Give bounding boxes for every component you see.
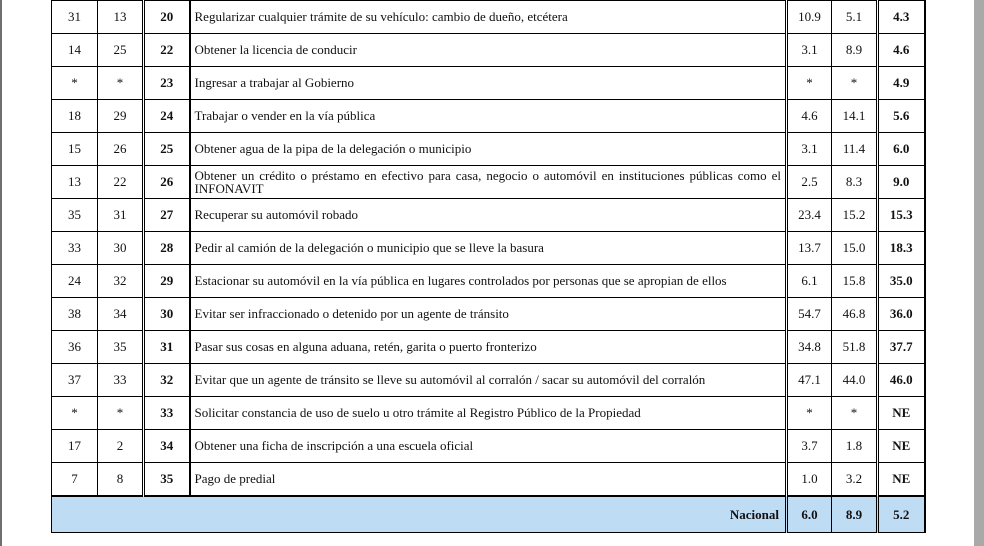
row-col-2: 13 xyxy=(98,1,144,34)
row-value-2: * xyxy=(832,67,878,100)
row-col-1: 15 xyxy=(52,133,98,166)
row-description: Evitar ser infraccionado o detenido por un agente de tránsito xyxy=(190,298,787,331)
table-row xyxy=(52,397,925,430)
row-value-2: 11.4 xyxy=(832,133,878,166)
row-description: Obtener una ficha de inscripción a una escuela oficial xyxy=(190,430,787,463)
row-rank: 31 xyxy=(144,331,190,364)
row-value-1: 3.7 xyxy=(787,430,832,463)
row-value-2: 15.0 xyxy=(832,232,878,265)
total-value-3: 5.2 xyxy=(878,496,925,533)
row-description: Regularizar cualquier trámite de su vehículo: cambio de dueño, etcétera xyxy=(190,1,787,34)
row-col-2: 33 xyxy=(98,364,144,397)
row-value-3: 15.3 xyxy=(878,199,925,232)
row-value-1: 3.1 xyxy=(787,34,832,67)
row-value-1: 54.7 xyxy=(787,298,832,331)
row-value-1: 2.5 xyxy=(787,166,832,199)
row-col-1: 14 xyxy=(52,34,98,67)
row-col-2: * xyxy=(98,397,144,430)
total-value-2: 8.9 xyxy=(832,496,878,533)
row-col-2: 25 xyxy=(98,34,144,67)
row-value-2: * xyxy=(832,397,878,430)
row-value-2: 3.2 xyxy=(832,463,878,497)
row-value-1: 1.0 xyxy=(787,463,832,497)
row-col-1: 37 xyxy=(52,364,98,397)
row-value-3: 9.0 xyxy=(878,166,925,199)
table-row xyxy=(52,430,925,463)
table-row xyxy=(52,463,925,497)
row-description: Estacionar su automóvil en la vía pública en lugares controlados por personas que se apropian de ellos xyxy=(190,265,787,298)
row-description: Recuperar su automóvil robado xyxy=(190,199,787,232)
row-value-2: 8.3 xyxy=(832,166,878,199)
row-value-1: 34.8 xyxy=(787,331,832,364)
table-row xyxy=(52,331,925,364)
row-description: Obtener un crédito o préstamo en efectivo para casa, negocio o automóvil en instituciones públicas como el INFONAVIT xyxy=(190,166,787,199)
row-rank: 23 xyxy=(144,67,190,100)
row-value-3: 4.9 xyxy=(878,67,925,100)
table-row xyxy=(52,34,925,67)
row-col-1: 24 xyxy=(52,265,98,298)
row-rank: 20 xyxy=(144,1,190,34)
row-value-3: NE xyxy=(878,397,925,430)
row-col-2: * xyxy=(98,67,144,100)
table-row xyxy=(52,232,925,265)
row-rank: 35 xyxy=(144,463,190,497)
row-col-2: 8 xyxy=(98,463,144,497)
table-row xyxy=(52,100,925,133)
row-col-1: 13 xyxy=(52,166,98,199)
row-value-3: 37.7 xyxy=(878,331,925,364)
row-col-2: 32 xyxy=(98,265,144,298)
row-rank: 34 xyxy=(144,430,190,463)
row-value-2: 5.1 xyxy=(832,1,878,34)
row-description: Pago de predial xyxy=(190,463,787,497)
row-col-2: 30 xyxy=(98,232,144,265)
row-rank: 26 xyxy=(144,166,190,199)
row-value-1: 23.4 xyxy=(787,199,832,232)
row-value-2: 1.8 xyxy=(832,430,878,463)
row-value-3: 4.3 xyxy=(878,1,925,34)
row-value-2: 51.8 xyxy=(832,331,878,364)
row-value-1: 10.9 xyxy=(787,1,832,34)
table-body xyxy=(52,1,925,497)
row-col-1: 18 xyxy=(52,100,98,133)
row-description: Solicitar constancia de uso de suelo u otro trámite al Registro Público de la Propiedad xyxy=(190,397,787,430)
row-description: Evitar que un agente de tránsito se lleve su automóvil al corralón / sacar su automóvil del corralón xyxy=(190,364,787,397)
table-row xyxy=(52,364,925,397)
table-row xyxy=(52,1,925,34)
row-description: Obtener la licencia de conducir xyxy=(190,34,787,67)
row-description: Pedir al camión de la delegación o municipio que se lleve la basura xyxy=(190,232,787,265)
row-description: Obtener agua de la pipa de la delegación o municipio xyxy=(190,133,787,166)
row-col-1: * xyxy=(52,397,98,430)
row-col-2: 35 xyxy=(98,331,144,364)
row-value-1: 4.6 xyxy=(787,100,832,133)
row-value-3: 6.0 xyxy=(878,133,925,166)
row-value-1: 13.7 xyxy=(787,232,832,265)
data-table xyxy=(51,0,926,533)
row-value-1: 3.1 xyxy=(787,133,832,166)
row-col-1: 17 xyxy=(52,430,98,463)
row-col-1: * xyxy=(52,67,98,100)
viewer-scroll-strip[interactable] xyxy=(974,0,984,546)
row-col-2: 22 xyxy=(98,166,144,199)
row-value-2: 46.8 xyxy=(832,298,878,331)
row-col-1: 31 xyxy=(52,1,98,34)
row-value-3: NE xyxy=(878,463,925,497)
row-col-1: 38 xyxy=(52,298,98,331)
row-rank: 32 xyxy=(144,364,190,397)
row-col-1: 7 xyxy=(52,463,98,497)
table-row xyxy=(52,166,925,199)
page-edge xyxy=(0,0,2,546)
row-value-1: 6.1 xyxy=(787,265,832,298)
row-value-2: 44.0 xyxy=(832,364,878,397)
table-row xyxy=(52,67,925,100)
row-value-2: 14.1 xyxy=(832,100,878,133)
row-value-3: 46.0 xyxy=(878,364,925,397)
total-label: Nacional xyxy=(52,496,787,533)
row-value-2: 8.9 xyxy=(832,34,878,67)
row-col-2: 26 xyxy=(98,133,144,166)
row-col-1: 36 xyxy=(52,331,98,364)
table-row xyxy=(52,133,925,166)
total-row xyxy=(52,496,925,533)
table-row xyxy=(52,199,925,232)
row-value-3: 35.0 xyxy=(878,265,925,298)
row-value-3: NE xyxy=(878,430,925,463)
row-col-1: 35 xyxy=(52,199,98,232)
row-col-2: 34 xyxy=(98,298,144,331)
row-value-1: 47.1 xyxy=(787,364,832,397)
row-rank: 25 xyxy=(144,133,190,166)
table-row xyxy=(52,298,925,331)
row-rank: 22 xyxy=(144,34,190,67)
row-value-1: * xyxy=(787,397,832,430)
table-row xyxy=(52,265,925,298)
row-value-3: 18.3 xyxy=(878,232,925,265)
row-value-3: 36.0 xyxy=(878,298,925,331)
row-value-3: 4.6 xyxy=(878,34,925,67)
row-col-2: 29 xyxy=(98,100,144,133)
row-description: Ingresar a trabajar al Gobierno xyxy=(190,67,787,100)
row-value-2: 15.8 xyxy=(832,265,878,298)
row-rank: 30 xyxy=(144,298,190,331)
row-rank: 28 xyxy=(144,232,190,265)
row-col-2: 31 xyxy=(98,199,144,232)
row-rank: 29 xyxy=(144,265,190,298)
row-value-2: 15.2 xyxy=(832,199,878,232)
row-col-2: 2 xyxy=(98,430,144,463)
total-value-1: 6.0 xyxy=(787,496,832,533)
row-col-1: 33 xyxy=(52,232,98,265)
row-description: Trabajar o vender en la vía pública xyxy=(190,100,787,133)
row-value-1: * xyxy=(787,67,832,100)
row-description: Pasar sus cosas en alguna aduana, retén, garita o puerto fronterizo xyxy=(190,331,787,364)
row-rank: 33 xyxy=(144,397,190,430)
row-value-3: 5.6 xyxy=(878,100,925,133)
row-rank: 27 xyxy=(144,199,190,232)
row-rank: 24 xyxy=(144,100,190,133)
